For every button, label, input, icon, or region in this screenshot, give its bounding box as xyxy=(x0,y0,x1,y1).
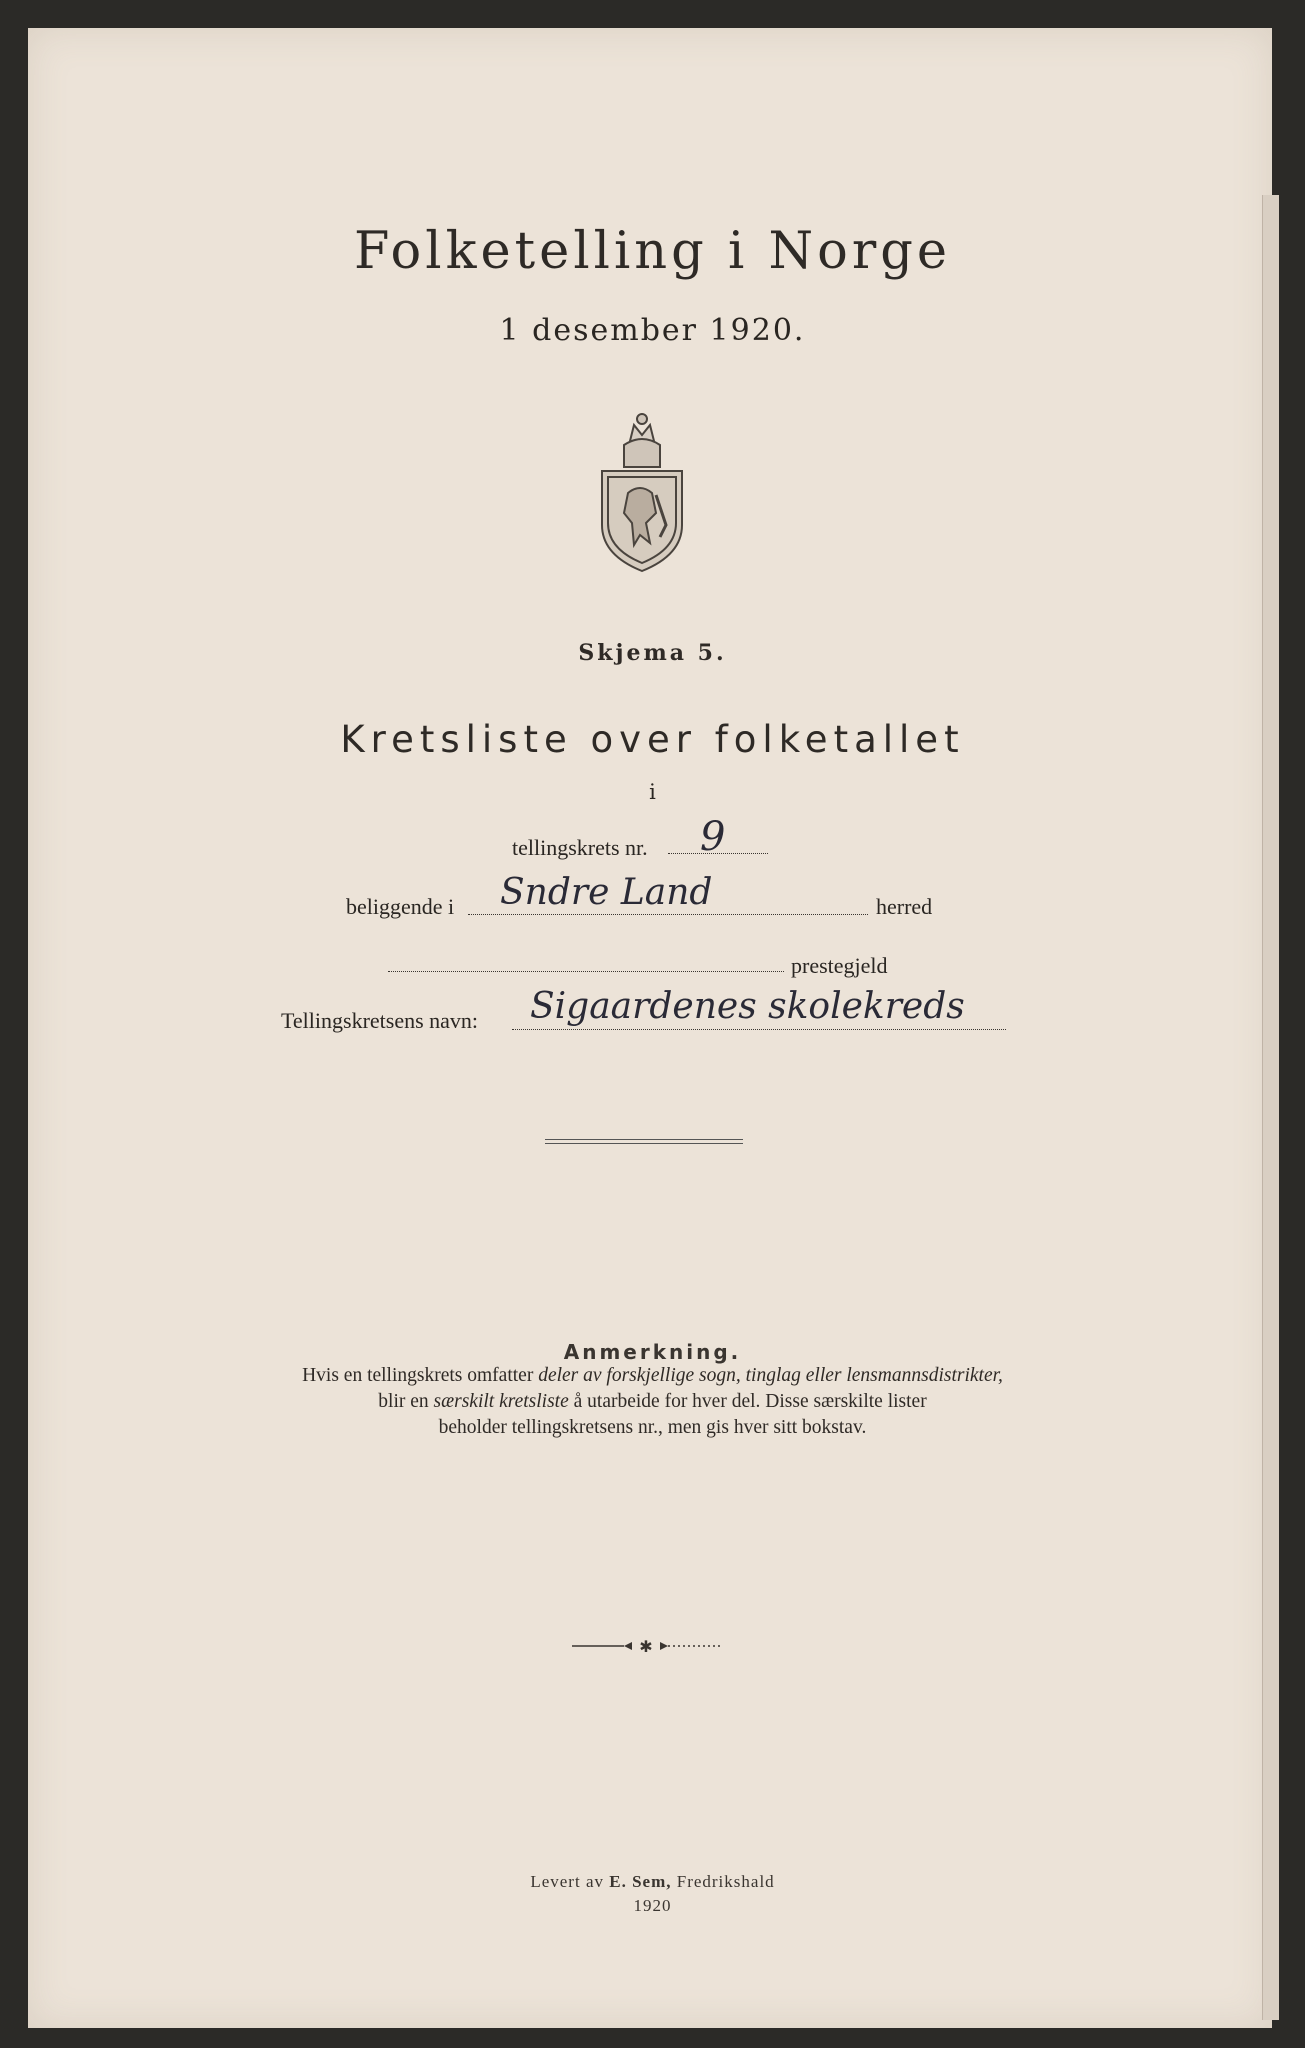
navn-line xyxy=(512,1029,1006,1030)
divider-rule xyxy=(545,1139,743,1140)
svg-text:✱: ✱ xyxy=(639,1637,653,1656)
note-emphasis: deler av forskjellige sogn, tinglag eller lensmannsdistrikter, xyxy=(538,1365,1003,1386)
note-text: blir en xyxy=(378,1391,434,1412)
note-emphasis: særskilt kretsliste xyxy=(433,1391,569,1412)
divider-rule xyxy=(545,1143,743,1144)
prestegjeld-line xyxy=(388,971,784,972)
note-line-3: beholder tellingskretsens nr., men gis hver sitt bokstav. xyxy=(438,1417,867,1438)
note-line-1 xyxy=(0,1365,1305,1387)
publisher-name: E. Sem, xyxy=(609,1872,672,1891)
beliggende-line xyxy=(468,914,868,915)
note-text: å utarbeide for hver del. Disse særskilte lister xyxy=(568,1391,927,1412)
coat-of-arms-icon xyxy=(590,405,694,575)
footer-text: Levert av xyxy=(530,1872,610,1891)
herred-label: herred xyxy=(876,894,933,919)
connector-text: i xyxy=(649,780,656,804)
schema-label: Skjema 5. xyxy=(578,640,727,666)
beliggende-value: Sndre Land xyxy=(500,872,713,913)
document-title: Folketelling i Norge xyxy=(353,222,952,281)
prestegjeld-label: prestegjeld xyxy=(791,953,888,978)
krets-value: 9 xyxy=(700,814,726,860)
document-date: 1 desember 1920. xyxy=(499,313,806,348)
publisher-line xyxy=(0,1872,1305,1892)
note-text: Hvis en tellingskrets omfatter xyxy=(302,1365,539,1386)
ornament-divider-icon xyxy=(566,1636,726,1656)
footer-place: Fredrikshald xyxy=(671,1872,775,1891)
beliggende-label: beliggende i xyxy=(346,894,455,919)
form-heading: Kretsliste over folketallet xyxy=(340,718,965,761)
krets-label: tellingskrets nr. xyxy=(512,835,648,860)
navn-label: Tellingskretsens navn: xyxy=(281,1008,479,1033)
note-line-2 xyxy=(0,1391,1305,1413)
publisher-year: 1920 xyxy=(633,1896,672,1915)
page-edge xyxy=(1262,195,1279,2020)
navn-value: Sigaardenes skolekreds xyxy=(530,986,965,1027)
note-title: Anmerkning. xyxy=(563,1340,742,1364)
